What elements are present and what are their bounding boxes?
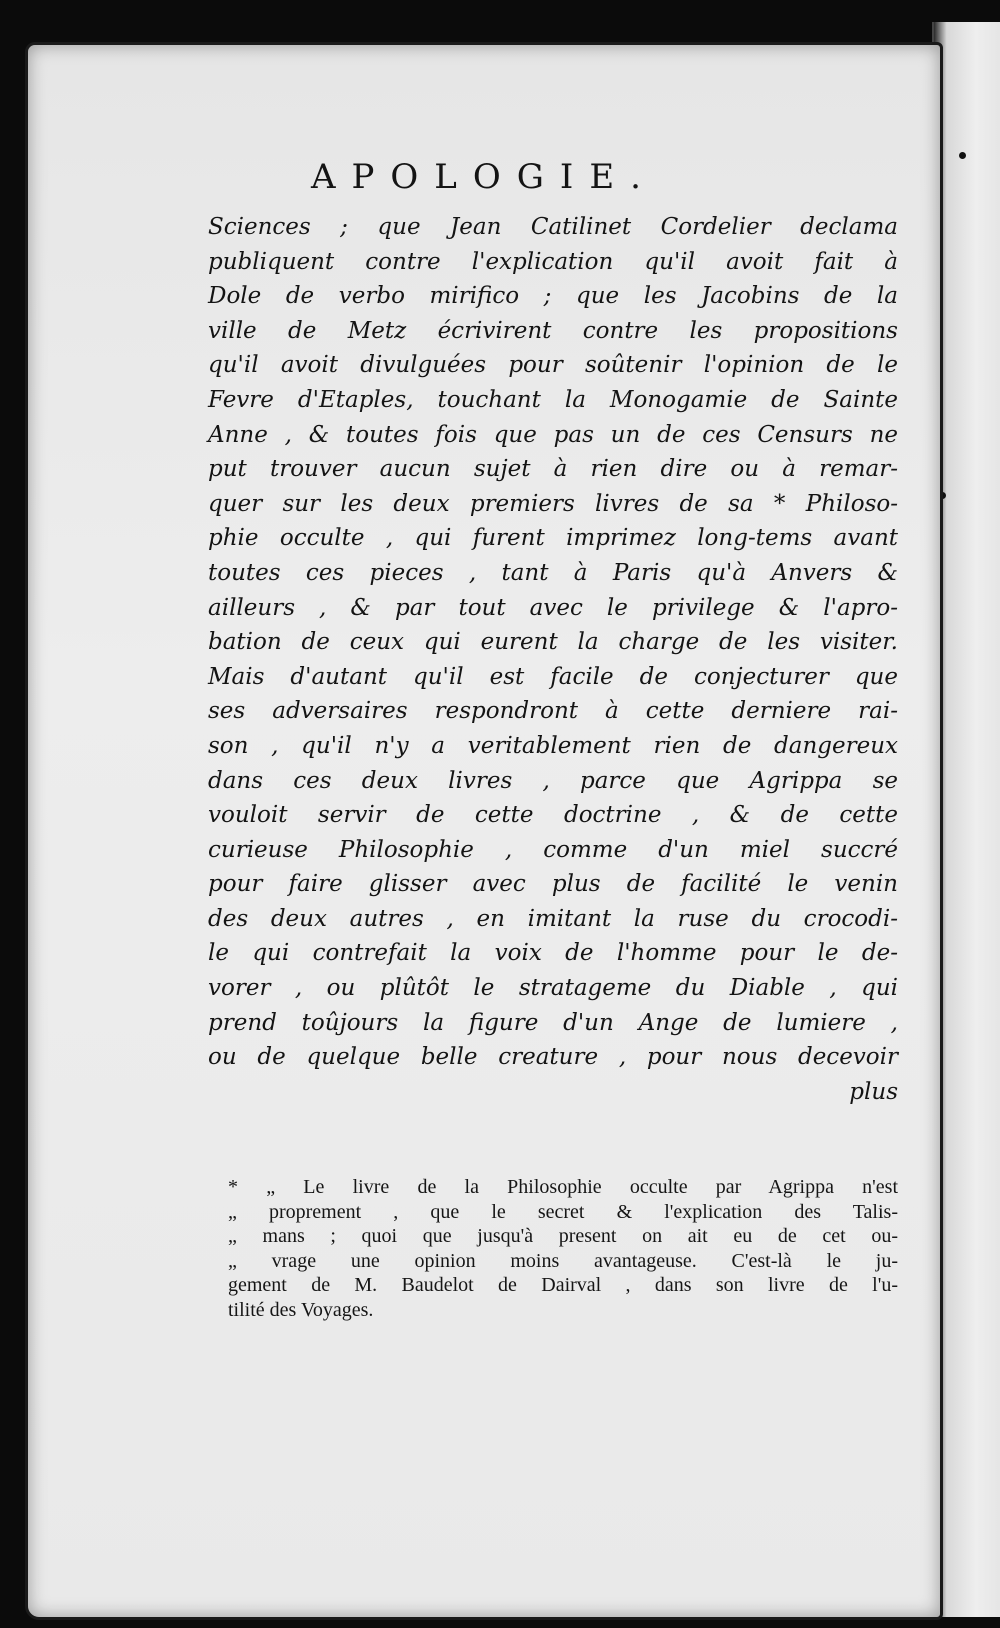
body-line: curieuse Philosophie , comme d'un miel succré: [208, 836, 898, 863]
book-page: [25, 42, 943, 1620]
body-text: [208, 210, 898, 1109]
body-line: put trouver aucun sujet à rien dire ou à remar-: [208, 456, 898, 483]
footnote-line: „ proprement , que le secret & l'explication des Talis-: [228, 1200, 898, 1223]
footnote-line: „ mans ; quoi que jusqu'à present on ait eu de cet ou-: [228, 1225, 898, 1247]
footnote-line: tilité des Voyages.: [228, 1298, 374, 1321]
running-head: APOLOGIE.: [311, 157, 657, 197]
body-line: ville de Metz écrivirent contre les propositions: [208, 317, 898, 344]
body-line: Sciences ; que Jean Catilinet Cordelier declama: [208, 214, 898, 240]
body-line: publiquent contre l'explication qu'il avoit fait à: [208, 248, 898, 275]
body-line: son , qu'il n'y a veritablement rien de dangereux: [208, 732, 898, 759]
footnote: [228, 1175, 898, 1322]
body-line: qu'il avoit divulguées pour soûtenir l'opinion de le: [208, 352, 898, 379]
body-line: des deux autres , en imitant la ruse du crocodi-: [208, 905, 898, 932]
body-line: Anne , & toutes fois que pas un de ces Censurs ne: [208, 421, 898, 448]
body-line: dans ces deux livres , parce que Agrippa se: [208, 767, 898, 794]
body-line: le qui contrefait la voix de l'homme pour le de-: [208, 940, 898, 967]
catchword: plus: [849, 1078, 898, 1105]
body-line: quer sur les deux premiers livres de sa * Philoso-: [208, 490, 898, 517]
body-line: bation de ceux qui eurent la charge de les visiter.: [208, 629, 898, 656]
body-line: vouloit servir de cette doctrine , & de cette: [208, 802, 898, 829]
body-line: ailleurs , & par tout avec le privilege & l'apro-: [208, 594, 898, 621]
body-line: Fevre d'Etaples, touchant la Monogamie de Sainte: [208, 386, 898, 413]
body-line: ses adversaires respondront à cette derniere rai-: [208, 698, 898, 725]
body-line: toutes ces pieces , tant à Paris qu'à Anvers &: [208, 559, 898, 586]
edge-mark: [959, 152, 966, 159]
body-line: pour faire glisser avec plus de facilité le venin: [208, 871, 898, 898]
body-line: prend toûjours la figure d'un Ange de lumiere ,: [208, 1009, 898, 1036]
footnote-line: gement de M. Baudelot de Dairval , dans son livre de l'u-: [228, 1274, 898, 1296]
body-line: ou de quelque belle creature , pour nous decevoir: [208, 1044, 898, 1071]
body-line: Dole de verbo mirifico ; que les Jacobins de la: [208, 283, 898, 310]
footnote-line: * „ Le livre de la Philosophie occulte par Agrippa n'est: [228, 1176, 898, 1198]
body-line: phie occulte , qui furent imprimez long-tems avant: [208, 525, 898, 552]
footnote-line: „ vrage une opinion moins avantageuse. C'est-là le ju-: [228, 1249, 898, 1272]
body-line: Mais d'autant qu'il est facile de conjecturer que: [208, 663, 898, 690]
body-line: vorer , ou plûtôt le stratageme du Diable , qui: [208, 975, 898, 1002]
